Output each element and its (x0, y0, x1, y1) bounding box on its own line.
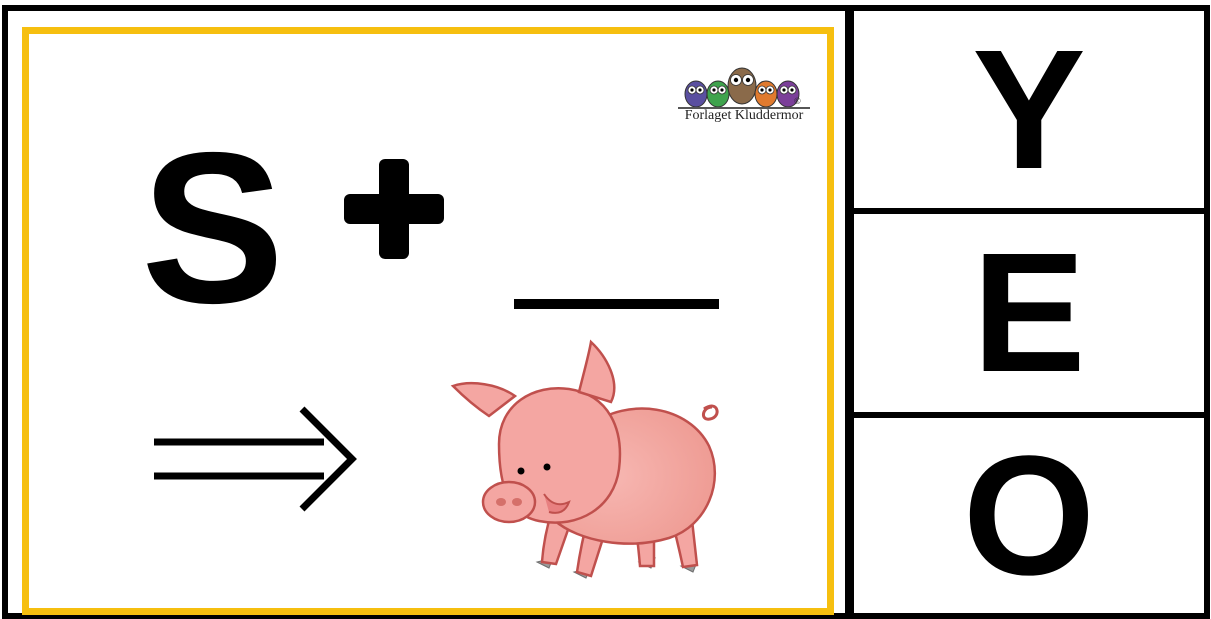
choice-y[interactable]: Y (972, 14, 1086, 205)
worksheet-frame (2, 5, 1210, 619)
publisher-name: Forlaget Kluddermor (684, 108, 804, 123)
publisher-logo (674, 56, 814, 136)
choice-e[interactable]: E (972, 218, 1086, 408)
copyright-mark: © (794, 96, 801, 106)
puzzle-card (22, 27, 834, 615)
start-letter: S (141, 107, 285, 348)
double-arrow-right-icon (154, 404, 359, 514)
choice-o[interactable]: O (962, 420, 1096, 611)
vertical-divider (845, 11, 854, 613)
plus-icon (339, 154, 449, 264)
owls-logo-icon (674, 56, 814, 111)
pig-icon (429, 334, 739, 584)
answer-blank[interactable] (514, 299, 719, 309)
